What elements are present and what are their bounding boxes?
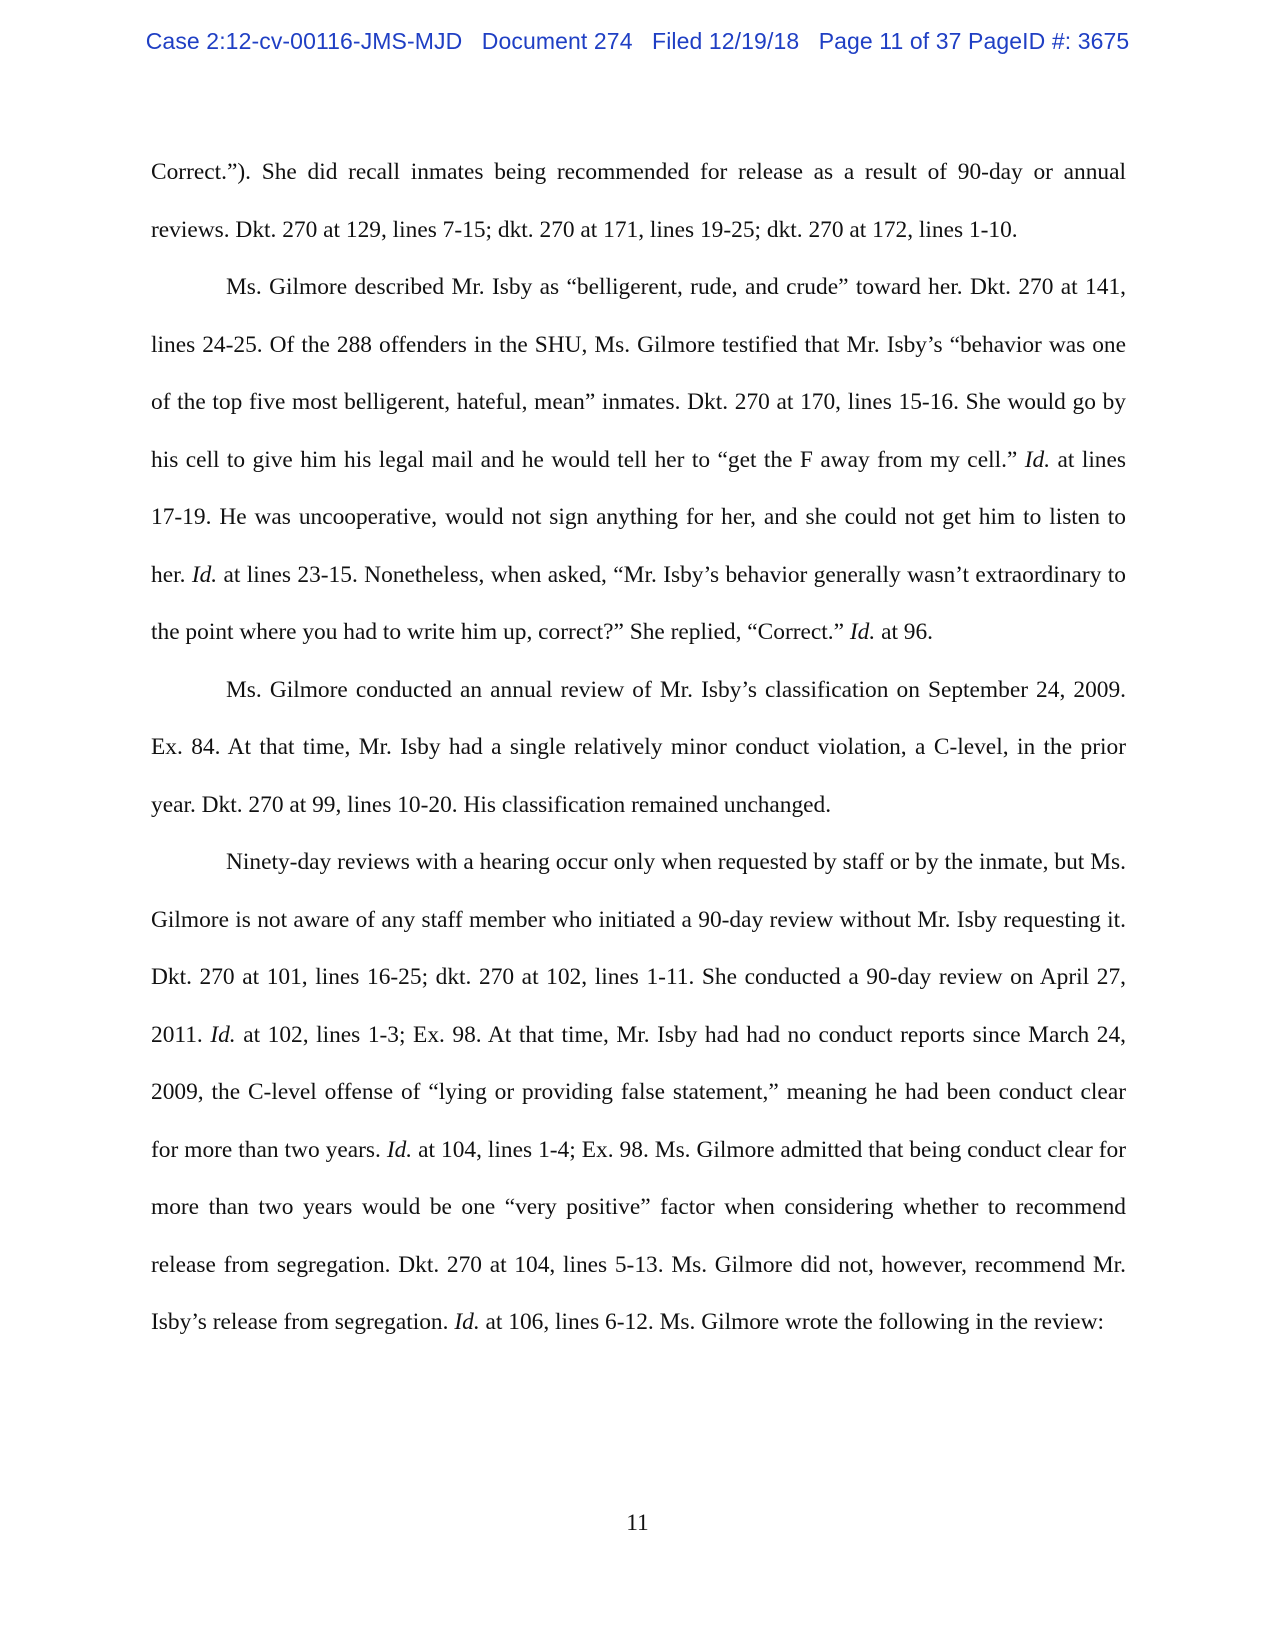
citation-id-italic: Id.	[210, 1021, 236, 1048]
paragraph-text: at 106, lines 6-12. Ms. Gilmore wrote the following in the review:	[479, 1309, 1104, 1335]
citation-id-italic: Id.	[386, 1136, 413, 1163]
paragraph-text: Ninety-day reviews with a hearing occur only when requested by staff or by the inmate, but Ms. Gilmore is not aware of any staff member who initiated a 90-day review without Mr. Isby requesting it. Dkt. 270 at 101, lines 16-25; dkt. 270 at 102, lines 1-11. She conducted a 90-day review on April 27, 2011.	[151, 849, 1126, 1048]
paragraph-text: at 96.	[875, 619, 934, 645]
body-paragraph	[151, 144, 1126, 259]
citation-id-italic: Id.	[1024, 446, 1051, 473]
citation-id-italic: Id.	[191, 561, 218, 588]
paragraph-text: Ms. Gilmore conducted an annual review of Mr. Isby’s classification on September 24, 2009. Ex. 84. At that time, Mr. Isby had a single relatively minor conduct violation, a C-level, in the prior year. Dkt. 270 at 99, lines 10-20. His classification remained unchanged.	[151, 676, 1126, 818]
body-paragraph	[151, 662, 1126, 835]
paragraph-text: at lines 23-15. Nonetheless, when asked, “Mr. Isby’s behavior generally wasn’t extraordinary to the point where you had to write him up, correct?” She replied, “Correct.”	[151, 561, 1126, 645]
paragraph-text: at 104, lines 1-4; Ex. 98. Ms. Gilmore admitted that being conduct clear for more than two years would be one “very positive” factor when considering whether to recommend release from segregation. Dkt. 270 at 104, lines 5-13. Ms. Gilmore did not, however, recommend Mr. Isby’s release from segregation.	[151, 1136, 1126, 1335]
paragraph-text: Correct.”). She did recall inmates being recommended for release as a result of 90-day or annual reviews. Dkt. 270 at 129, lines 7-15; dkt. 270 at 171, lines 19-25; dkt. 270 at 172, lines 1-10.	[151, 159, 1126, 243]
document-body	[151, 144, 1126, 1352]
paragraph-text: at lines 17-19. He was uncooperative, would not sign anything for her, and she could not get him to listen to her.	[151, 446, 1126, 588]
citation-id-italic: Id.	[454, 1309, 480, 1335]
body-paragraph	[151, 834, 1126, 1352]
paragraph-text: at 102, lines 1-3; Ex. 98. At that time, Mr. Isby had had no conduct reports since March 24, 2009, the C-level offense of “lying or providing false statement,” meaning he had been conduct clear for more than two years.	[151, 1021, 1126, 1163]
body-paragraph	[151, 259, 1126, 662]
page-number: 11	[626, 1510, 649, 1536]
case-header-stamp: Case 2:12-cv-00116-JMS-MJD Document 274 Filed 12/19/18 Page 11 of 37 PageID #: 3675	[145, 28, 1130, 54]
paragraph-text: Ms. Gilmore described Mr. Isby as “belligerent, rude, and crude” toward her. Dkt. 270 at 141, lines 24-25. Of the 288 offenders in the SHU, Ms. Gilmore testified that Mr. Isby’s “behavior was one of the top five most belligerent, hateful, mean” inmates. Dkt. 270 at 170, lines 15-16. She would go by his cell to give him his legal mail and he would tell her to “get the F away from my cell.”	[151, 274, 1126, 473]
citation-id-italic: Id.	[849, 619, 876, 645]
